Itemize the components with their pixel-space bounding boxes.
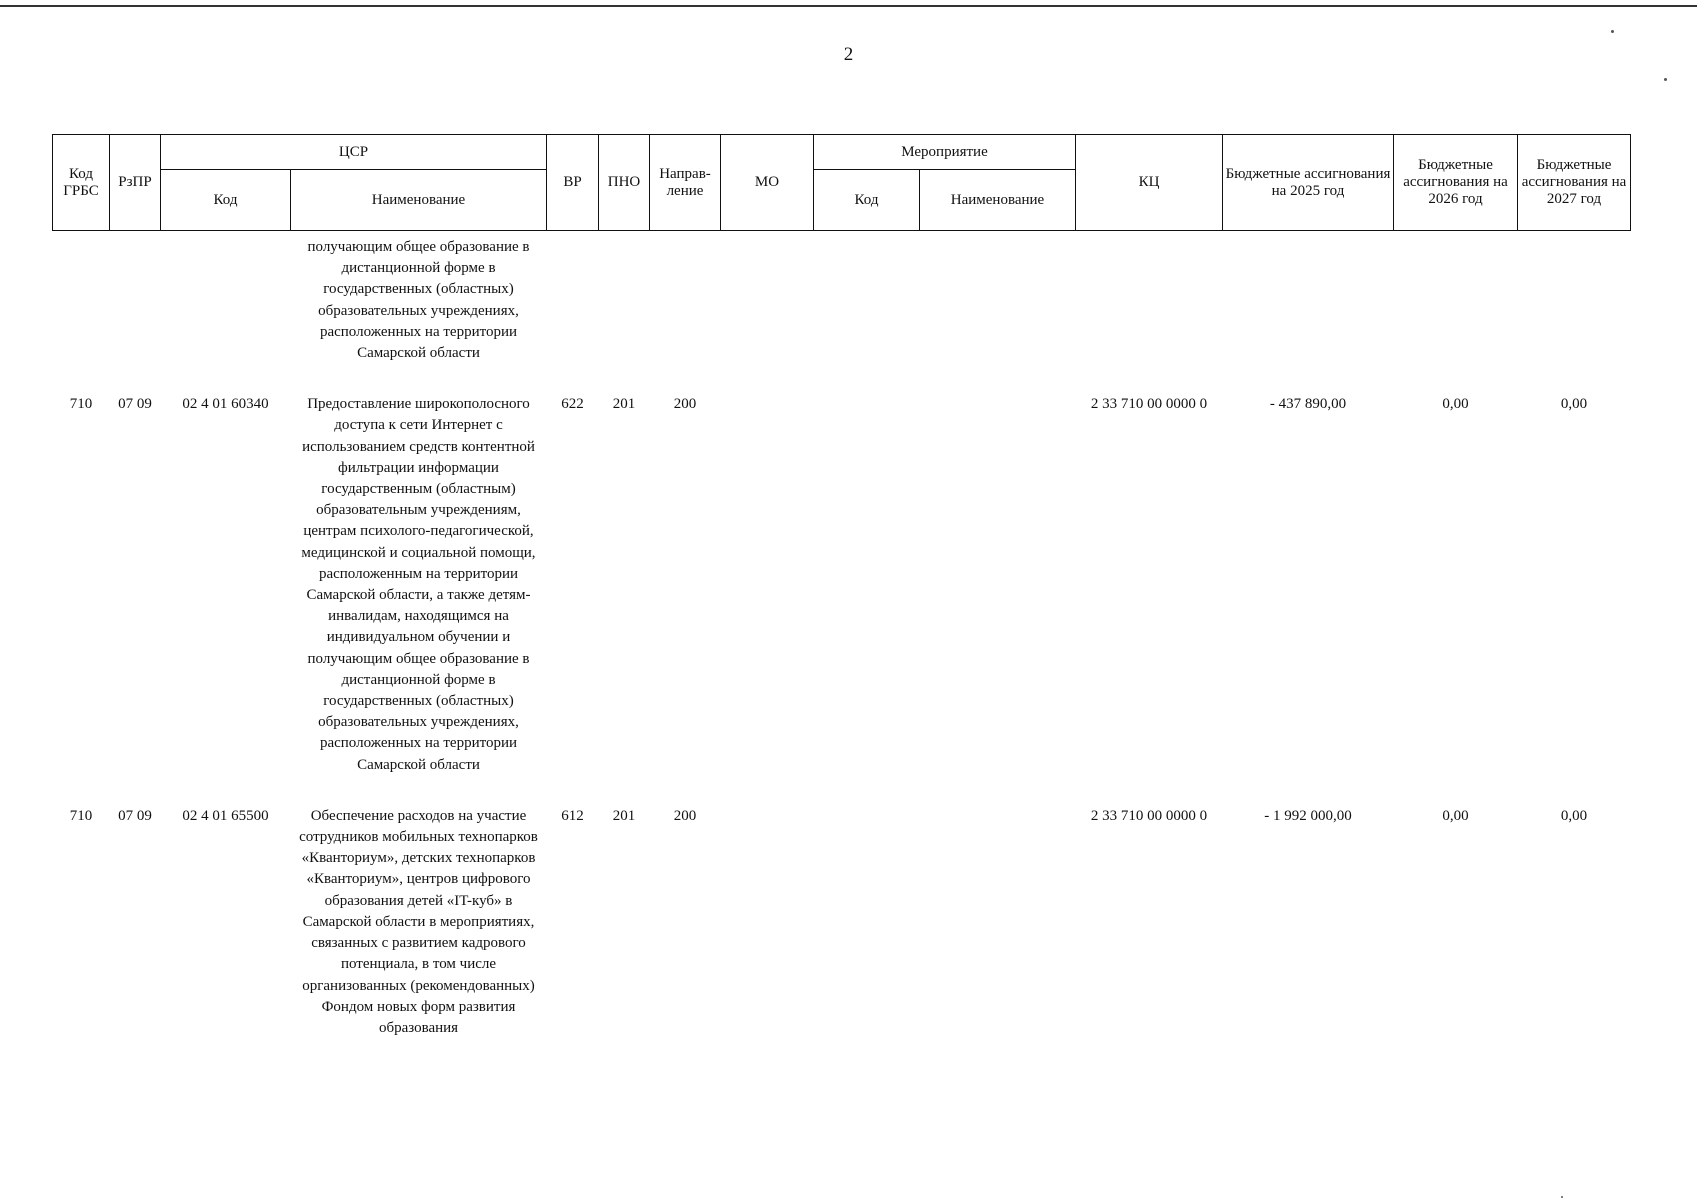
cell-mo xyxy=(721,394,814,806)
cell-budget-2027: 0,00 xyxy=(1560,807,1588,824)
cell-name: Предоставление широкополосного доступа к сети Интернет с использованием средств контентной фильтрации информации государственным (областным) образовательным учреждениям, центрам психолого-педагогической, медицинской и социальной помощи, расположенным на территории Самарской области, а также детям-инвалидам, находящимся на индивидуальном обучении и получающим общее образование в дистанционной форме в государственных (областных) образовательных учреждениях, расположенных на территории Самарской области xyxy=(301,396,536,773)
cell-budget-2025: - 1 992 000,00 xyxy=(1264,807,1352,824)
cell-name: получающим общее образование в дистанционной форме в государственных (областных) образовательных учреждениях, расположенных на территории Самарской области xyxy=(307,239,530,362)
cell-rzpr: 07 09 xyxy=(118,396,152,413)
cell-grbs: 710 xyxy=(69,807,93,824)
cell-direction: 200 xyxy=(673,396,697,413)
cell-direction: 200 xyxy=(673,807,697,824)
cell-event-code xyxy=(814,806,920,1039)
cell-budget-2025: - 437 890,00 xyxy=(1269,396,1347,413)
header-grbs: Код ГРБС xyxy=(53,135,110,231)
cell-budget-2027: 0,00 xyxy=(1560,396,1588,413)
header-rzpr: РзПР xyxy=(110,135,161,231)
header-vr: ВР xyxy=(547,135,599,231)
header-csr-code: Код xyxy=(161,170,291,231)
header-event: Мероприятие xyxy=(814,135,1076,170)
cell-pno: 201 xyxy=(612,807,636,824)
cell-mo xyxy=(721,806,814,1039)
cell-vr: 622 xyxy=(561,396,584,413)
header-pno: ПНО xyxy=(599,135,650,231)
page-number: 2 xyxy=(843,44,854,65)
cell-csr-code: 02 4 01 60340 xyxy=(182,396,269,413)
cell-kc: 2 33 710 00 0000 0 xyxy=(1090,807,1208,824)
header-kc: КЦ xyxy=(1076,135,1223,231)
cell-budget-2026: 0,00 xyxy=(1442,807,1469,824)
header-event-name: Наименование xyxy=(920,170,1076,231)
budget-table xyxy=(52,134,1631,1039)
cell-csr-code: 02 4 01 65500 xyxy=(182,807,269,824)
table-header xyxy=(53,135,1631,231)
cell-rzpr: 07 09 xyxy=(118,807,152,824)
table-row-continued xyxy=(53,231,1631,395)
scan-speck xyxy=(1611,30,1614,33)
cell-event-name xyxy=(920,806,1076,1039)
header-budget-2027: Бюджетные ассигнования на 2027 год xyxy=(1518,135,1631,231)
header-budget-2026: Бюджетные ассигнования на 2026 год xyxy=(1394,135,1518,231)
cell-event-name xyxy=(920,394,1076,806)
header-event-code: Код xyxy=(814,170,920,231)
cell-event-code xyxy=(814,394,920,806)
header-csr: ЦСР xyxy=(161,135,547,170)
table-body xyxy=(53,231,1631,1040)
table-row xyxy=(53,394,1631,806)
cell-pno: 201 xyxy=(612,396,636,413)
scan-speck xyxy=(1664,78,1667,81)
top-rule xyxy=(0,5,1697,7)
cell-name: Обеспечение расходов на участие сотрудников мобильных технопарков «Кванториум», детских технопарков «Кванториум», центров цифрового образования детей «IT-куб» в Самарской области в мероприятиях, связанных с развитием кадрового потенциала, в том числе организованных (рекомендованных) Фондом новых форм развития образования xyxy=(299,807,538,1036)
cell-kc: 2 33 710 00 0000 0 xyxy=(1090,396,1208,413)
header-csr-name: Наименование xyxy=(291,170,547,231)
header-budget-2025: Бюджетные ассигнования на 2025 год xyxy=(1223,135,1394,231)
scan-speck xyxy=(1561,1196,1563,1198)
header-mo: МО xyxy=(721,135,814,231)
cell-vr: 612 xyxy=(561,807,584,824)
header-direction: Направ-ление xyxy=(650,135,721,231)
table-row xyxy=(53,806,1631,1039)
cell-grbs: 710 xyxy=(69,396,93,413)
cell-budget-2026: 0,00 xyxy=(1442,396,1469,413)
